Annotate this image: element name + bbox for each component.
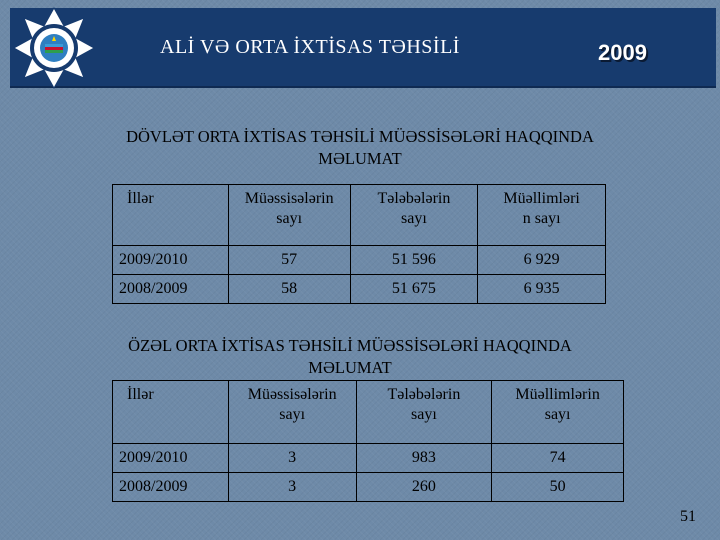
table-cell: 51 596 xyxy=(350,246,478,275)
heading-line: DÖVLƏT ORTA İXTİSAS TƏHSİLİ MÜƏSSİSƏLƏRİ HAQQINDA xyxy=(126,127,594,146)
state-institutions-table xyxy=(112,184,606,304)
private-institutions-heading xyxy=(30,335,670,379)
table-header-row xyxy=(113,185,606,246)
table-cell: 983 xyxy=(356,444,492,473)
table-row xyxy=(113,444,624,473)
presentation-title: ALİ VƏ ORTA İXTİSAS TƏHSİLİ xyxy=(160,36,460,58)
column-header-teachers: Müəllimlərin sayı xyxy=(492,381,624,444)
private-institutions-table xyxy=(112,380,624,502)
table-cell: 6 929 xyxy=(478,246,606,275)
heading-line: MƏLUMAT xyxy=(318,149,402,168)
emblem-logo-icon xyxy=(12,6,96,90)
table-cell: 260 xyxy=(356,473,492,502)
column-header-institutions: Müəssisələrin sayı xyxy=(228,381,356,444)
table-cell: 58 xyxy=(228,275,350,304)
table-cell: 3 xyxy=(228,444,356,473)
table-cell: 50 xyxy=(492,473,624,502)
heading-line: ÖZƏL ORTA İXTİSAS TƏHSİLİ MÜƏSSİSƏLƏRİ HAQQINDA xyxy=(128,336,572,355)
heading-line: MƏLUMAT xyxy=(308,358,392,377)
state-institutions-heading xyxy=(30,126,690,170)
column-header-students: Tələbələrin sayı xyxy=(356,381,492,444)
table-cell: 2008/2009 xyxy=(113,473,229,502)
table-cell: 57 xyxy=(228,246,350,275)
table-row xyxy=(113,246,606,275)
table-cell: 3 xyxy=(228,473,356,502)
column-header-students: Tələbələrin sayı xyxy=(350,185,478,246)
table-row xyxy=(113,473,624,502)
table-cell: 2009/2010 xyxy=(113,246,229,275)
table-cell: 2009/2010 xyxy=(113,444,229,473)
table-row xyxy=(113,275,606,304)
table-cell: 2008/2009 xyxy=(113,275,229,304)
table-cell: 6 935 xyxy=(478,275,606,304)
column-header-institutions: Müəssisələrin sayı xyxy=(228,185,350,246)
column-header-years: İllər xyxy=(113,381,229,444)
table-cell: 51 675 xyxy=(350,275,478,304)
column-header-years: İllər xyxy=(113,185,229,246)
page-number: 51 xyxy=(680,508,696,525)
table-header-row xyxy=(113,381,624,444)
column-header-teachers: Müəllimləri n sayı xyxy=(478,185,606,246)
year-badge: 2009 xyxy=(598,40,647,65)
table-cell: 74 xyxy=(492,444,624,473)
